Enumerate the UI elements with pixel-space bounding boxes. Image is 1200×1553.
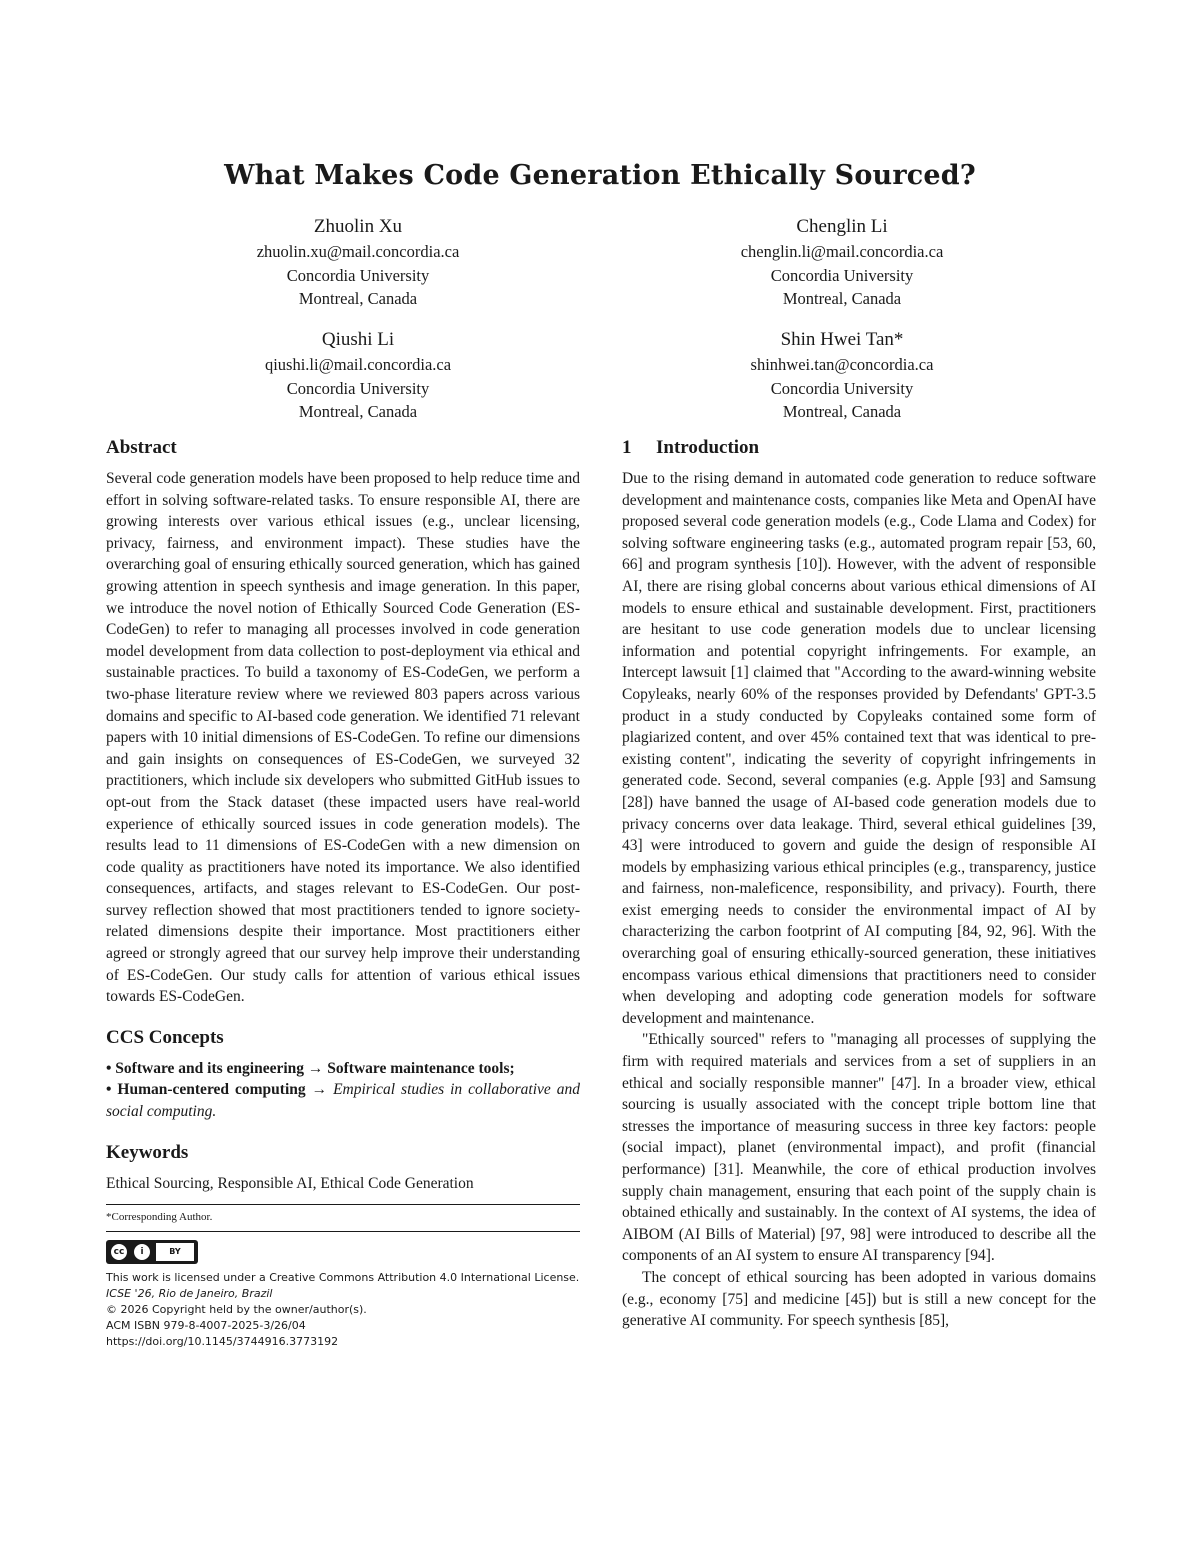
doi-link[interactable]: https://doi.org/10.1145/3744916.3773192 — [106, 1335, 339, 1349]
author-affiliation: Concordia University — [286, 265, 430, 285]
introduction-heading — [622, 436, 1096, 460]
cc-badge-label: BY — [156, 1243, 194, 1261]
author-name: Chenglin Li — [796, 216, 888, 237]
ccs-concept-1: • Software and its engineering → Software maintenance tools; — [106, 1059, 515, 1077]
author-block — [642, 214, 1042, 311]
conference-info: ICSE '26, Rio de Janeiro, Brazil — [106, 1287, 273, 1301]
author-email[interactable]: chenglin.li@mail.concordia.ca — [740, 242, 944, 261]
author-email[interactable]: qiushi.li@mail.concordia.ca — [264, 355, 452, 374]
intro-paragraph-1: Due to the rising demand in automated code generation to reduce software development and maintenance costs, companies like Meta and OpenAI have proposed several code generation models (e.g., Code Llama and Codex) for solving software engineering tasks (e.g., automated program repair [53, 60, 66] and program synthesis [10]). However, with the advent of responsible AI, there are rising global concerns about various ethical dimensions of AI models to ensure ethical and sustainable development. First, practitioners are hesitant to use code generation models due to unclear licensing information and potential copyright infringements. For example, an Intercept lawsuit [1] claimed that "According to the award-winning website Copyleaks, nearly 60% of the responses provided by Defendants' GPT-3.5 product in a study conducted by Copyleaks contained some form of plagiarized content, and over 45% contained text that was identical to pre-existing content", indicating the severity of copyright infringements in generated code. Second, several companies (e.g. Apple [93] and Samsung [28]) have banned the usage of AI-based code generation models due to privacy concerns over data leakage. Third, several ethical guidelines [39, 43] were introduced to govern and guide the design of responsible AI models by emphasizing various ethical principles (e.g., transparency, justice and fairness, non-maleficence, responsibility, and privacy). Fourth, there exist emerging needs to consider the environmental impact of AI by characterizing the carbon footprint of AI computing [84, 92, 96]. With the overarching goal of ensuring ethically-sourced generation, these initiatives encompass various ethical dimensions that practitioners need to consider when developing and adopting code generation models for software development and maintenance. — [622, 470, 1096, 1027]
author-location: Montreal, Canada — [782, 402, 902, 421]
paper-title: What Makes Code Generation Ethically Sourced? — [224, 160, 976, 191]
left-column — [106, 436, 580, 1350]
section-number: 1 — [622, 437, 632, 458]
author-location: Montreal, Canada — [298, 402, 418, 421]
license-divider — [106, 1231, 580, 1232]
author-email[interactable]: zhuolin.xu@mail.concordia.ca — [256, 242, 460, 261]
author-block — [642, 327, 1042, 424]
ccs-concept-2: • Human-centered computing → Empirical studies in collaborative and social computing. — [106, 1081, 580, 1121]
intro-paragraph-2: "Ethically sourced" refers to "managing all processes of supplying the firm with required materials and services from a set of suppliers in an ethical and socially responsible manner" [47]. In a broader view, ethical sourcing is usually associated with the concept triple bottom line that stresses the importance of measuring success in three key factors: people (social impact), planet (environmental impact), and profit (financial performance) [31]. Meanwhile, the core of ethical production involves supply chain management, ensuring that each point of the supply chain is obtained ethically and sustainably. In the context of AI systems, the idea of AIBOM (AI Bills of Material) [97, 98] were introduced to describe all the components of an AI system to ensure AI transparency [94]. — [622, 1031, 1096, 1265]
abstract-heading: Abstract — [106, 437, 177, 458]
right-column — [622, 436, 1096, 1332]
cc-icon: cc — [109, 1242, 129, 1262]
author-affiliation: Concordia University — [286, 378, 430, 398]
abstract-text: Several code generation models have been proposed to help reduce time and effort in solving software-related tasks. To ensure responsible AI, there are growing interests over various ethical issues (e.g., unclear licensing, privacy, fairness, and environment impact). These studies have the overarching goal of ensuring ethically sourced generation, which has gained growing attention in speech synthesis and image generation. In this paper, we introduce the novel notion of Ethically Sourced Code Generation (ES-CodeGen) to refer to managing all processes involved in code generation model development from data collection to post-deployment via ethical and sustainable practices. To build a taxonomy of ES-CodeGen, we perform a two-phase literature review where we reviewed 803 papers across various domains and specific to AI-based code generation. We identified 71 relevant papers with 10 initial dimensions of ES-CodeGen. To refine our dimensions and gain insights on consequences of ES-CodeGen, we surveyed 32 practitioners, which include six developers who submitted GitHub issues to opt-out from the Stack dataset (these impacted users have real-world experience of ethically sourced issues in code generation models). The results lead to 11 dimensions of ES-CodeGen with a new dimension on code quality as practitioners have noted its importance. We also identified consequences, artifacts, and stages relevant to ES-CodeGen. Our post-survey reflection showed that most practitioners tended to ignore society-related dimensions despite their importance. Most practitioners either agreed or strongly agreed that our survey help improve their understanding of ES-CodeGen. Our study calls for attention of various ethical issues towards ES-CodeGen. — [106, 470, 580, 1006]
author-location: Montreal, Canada — [298, 289, 418, 308]
author-email[interactable]: shinhwei.tan@concordia.ca — [750, 355, 934, 374]
cc-license-badge[interactable] — [106, 1240, 198, 1264]
license-info — [106, 1270, 580, 1350]
copyright-line: © 2026 Copyright held by the owner/author(s). — [106, 1303, 367, 1317]
keywords-text: Ethical Sourcing, Responsible AI, Ethical Code Generation — [106, 1174, 474, 1192]
author-block — [158, 327, 558, 424]
author-name: Qiushi Li — [321, 329, 395, 350]
author-affiliation: Concordia University — [770, 378, 914, 398]
author-name: Shin Hwei Tan* — [780, 329, 904, 350]
corresponding-author-footnote: *Corresponding Author. — [106, 1211, 213, 1224]
isbn-line: ACM ISBN 979-8-4007-2025-3/26/04 — [106, 1319, 306, 1333]
intro-paragraph-3: The concept of ethical sourcing has been adopted in various domains (e.g., economy [75] and medicine [45]) but is still a new concept for the generative AI community. For speech synthesis [85], — [622, 1268, 1096, 1330]
author-block — [158, 214, 558, 311]
license-statement[interactable]: This work is licensed under a Creative Commons Attribution 4.0 International License. — [106, 1271, 580, 1285]
section-title: Introduction — [656, 437, 760, 458]
author-location: Montreal, Canada — [782, 289, 902, 308]
ccs-heading: CCS Concepts — [106, 1026, 224, 1048]
author-name: Zhuolin Xu — [313, 216, 403, 237]
attribution-icon: i — [132, 1242, 152, 1262]
author-affiliation: Concordia University — [770, 265, 914, 285]
keywords-heading: Keywords — [106, 1141, 189, 1163]
